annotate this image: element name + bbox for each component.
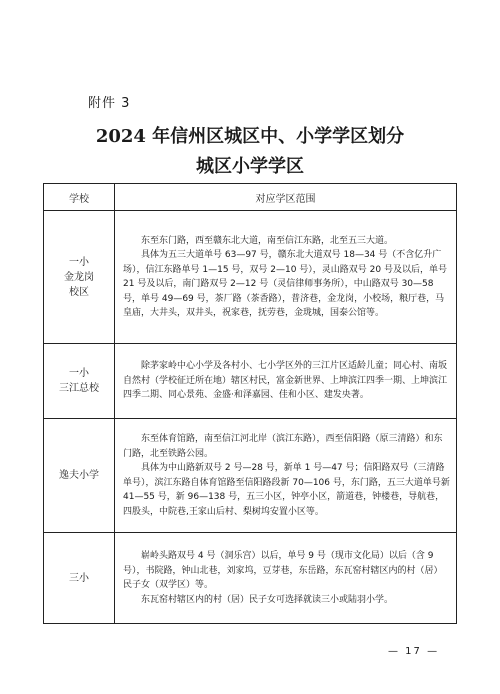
table-header-row xyxy=(44,184,457,211)
table-row xyxy=(44,211,457,344)
table-row xyxy=(44,533,457,624)
attachment-label: 附件 3 xyxy=(88,96,131,111)
district-paragraph: 崭岭头路双号 4 号（洞乐宫）以后，单号 9 号（现市文化局）以后（含 9 号），书院路，钟山北巷，刘家坞，豆芽巷，东岳路，东瓦窑村辖区内的村（居）民子女（双学区）等。 xyxy=(123,551,443,590)
district-paragraph: 东瓦窑村辖区内的村（居）民子女可选择就读三小或陆羽小学。 xyxy=(141,594,394,605)
page-number: — 17 — xyxy=(388,646,440,657)
school-name-cell: 逸夫小学 xyxy=(44,419,115,533)
document-title: 2024 年信州区城区中、小学学区划分 xyxy=(95,126,405,147)
document-subtitle: 城区小学学区 xyxy=(196,156,304,177)
district-range-cell xyxy=(115,344,457,419)
school-name-cell: 三小 xyxy=(44,533,115,624)
district-paragraph: 具体为五三大道单号 63—97 号，赣东北大道双号 18—34 号（不含亿升广场），信江东路单号 1—15 号，双号 2—10 号），灵山路双号 20 号及以后，单号 21 号及以后，南门路双号 2—12 号（灵信律师事务所），中山路双号 30—58 号，单号 49—69 号，茶厂路（茶香路），普济巷，金龙岗，小校场，粮厅巷，马皇庙，大井头，双井头，祝家巷，抚劳巷，金珑城，国泰公馆等。 xyxy=(123,250,447,318)
school-name-cell: 一小 金龙岗 校区 xyxy=(44,211,115,344)
column-header-school: 学校 xyxy=(44,184,115,211)
district-paragraph: 东至体育馆路，南至信江河北岸（滨江东路），西至信阳路（原三清路）和东门路，北至铁路公园。 xyxy=(123,434,443,459)
school-name-cell: 一小 三江总校 xyxy=(44,344,115,419)
school-district-table xyxy=(43,183,457,624)
table-row xyxy=(44,344,457,419)
district-range-cell xyxy=(115,533,457,624)
district-paragraph: 东至东门路，西至赣东北大道，南至信江东路，北至五三大道。 xyxy=(141,235,394,246)
district-paragraph: 除茅家岭中心小学及各村小、七小学区外的三江片区适龄儿童；同心村、南坂自然村（学校征迁所在地）辖区村民，富金新世界、上坤滨江四季一期、上坤滨江四季二期、同心景苑、金盛·和泽嘉园、佳和小区、建发央著。 xyxy=(123,361,448,401)
district-range-cell xyxy=(115,419,457,533)
column-header-district: 对应学区范围 xyxy=(115,184,457,211)
district-range-cell xyxy=(115,211,457,344)
district-paragraph: 具体为中山路新双号 2 号—28 号，新单 1 号—47 号；信阳路双号（三清路单号），滨江东路自体育馆路至信阳路段新 70—106 号，东门路，五三大道单号新 41—55 号，新 96—138 号，五三小区，钟亭小区，箭道巷，钟楼巷，导航巷，四股头，中院巷,王家山后村、梨树坞安置小区等。 xyxy=(123,463,450,517)
table-row xyxy=(44,419,457,533)
